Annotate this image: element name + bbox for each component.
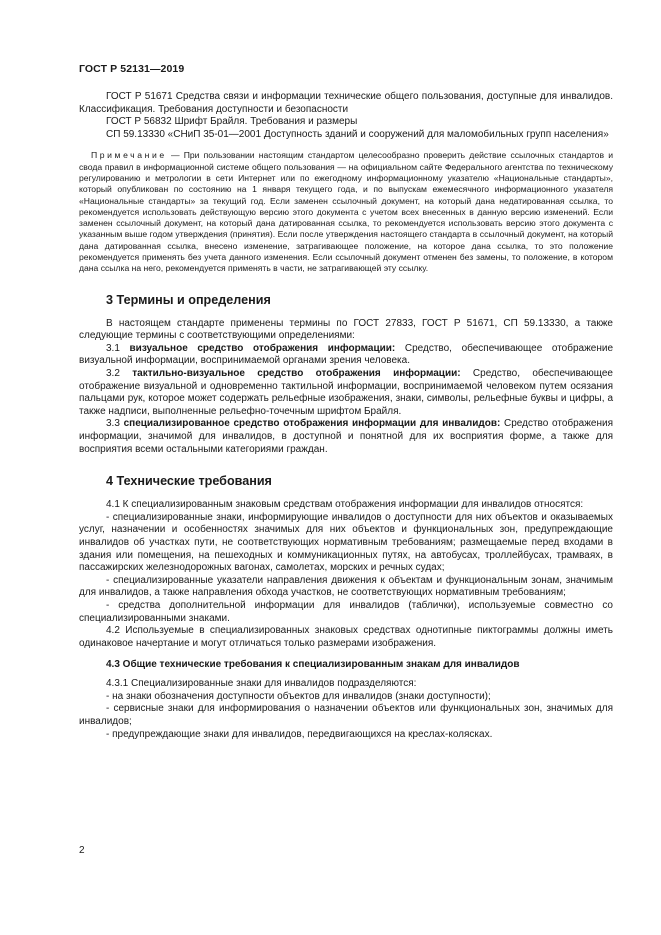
list-item: - специализированные указатели направления движения к объектам и функциональным зонам, значимым для инвалидов, а также направления обхода участков, не соответствующих нормативным требованиям; xyxy=(79,574,613,599)
reference-item: ГОСТ Р 56832 Шрифт Брайля. Требования и размеры xyxy=(106,116,358,128)
reference-item: ГОСТ Р 51671 Средства связи и информации технические общего пользования, доступные для инвалидов. Классификация. Требования доступности и безопасности xyxy=(79,91,613,115)
section-3-intro: В настоящем стандарте применены термины по ГОСТ 27833, ГОСТ Р 51671, СП 59.13330, а также следующие термины с соответствующими определениями: xyxy=(79,317,613,342)
list-item: - средства дополнительной информации для инвалидов (таблички), используемые совместно со специализированными знаками. xyxy=(79,599,613,624)
list-item: - специализированные знаки, информирующие инвалидов о доступности для них объектов и оказываемых услуг, назначении и особенностях значимых для них объектов и функциональных зон, предупреждающие инвалидов об участках пути, не соответствующих нормативным требованиям; размещаемые перед входами в здания или помещения, на пешеходных и коммуникационных путях, на автобусах, троллейбусах, трамваях, в пассажирских железнодорожных вагонах, самолетах, морских и речных судах; xyxy=(79,511,613,574)
term-def: Средство отображения информации, значимой для инвалидов, в доступной и понятной для их восприятия форме, а также для восприятия всеми остальными категориями граждан. xyxy=(79,418,614,455)
term-definition xyxy=(79,418,613,456)
section-4-heading: 4 Технические требования xyxy=(106,474,272,489)
note-text: — При пользовании настоящим стандартом целесообразно проверить действие ссылочных стандартов и свода правил в информационной системе общего пользования — на официальном сайте Федерального агентства по техническому регулированию и метрологии в сети Интернет или по ежегодному информационному указателю «Национальные стандарты», который опубликован по состоянию на 1 января текущего года, и по выпускам ежемесячного информационного указателя «Национальные стандарты» за текущий год. Если заменен ссылочный документ, на который дана недатированная ссылка, то рекомендуется использовать действующую версию этого документа с учетом всех внесенных в данную версию изменений. Если заменен ссылочный документ, на который дана датированная ссылка, то рекомендуется использовать версию этого документа с указанным выше годом утверждения (принятия). Если после утверждения настоящего стандарта в ссылочный документ, на который дана датированная ссылка, внесено изменение, затрагивающее положение, на которое дана ссылка, то это положение рекомендуется применять без учета данного изменения. Если ссылочный документ отменен без замены, то положение, в котором дана ссылка на него, рекомендуется применять в части, не затрагивающей эту ссылку. xyxy=(79,150,614,274)
list-item: - сервисные знаки для информирования о назначении объектов или функциональных зон, значимых для инвалидов; xyxy=(79,703,613,728)
page-number: 2 xyxy=(79,845,85,856)
clause-4-1: 4.1 К специализированным знаковым средствам отображения информации для инвалидов относятся: xyxy=(106,499,584,511)
clause-4-3-1: 4.3.1 Специализированные знаки для инвалидов подразделяются: xyxy=(106,678,417,690)
subsection-4-3-heading: 4.3 Общие технические требования к специализированным знакам для инвалидов xyxy=(106,659,520,671)
term-name: визуальное средство отображения информации: xyxy=(129,342,396,354)
term-def: Средство, обеспечивающее отображение визуальной и одновременно тактильной информации, воспринимаемой человеком путем осязания пальцами рук, которое может содержать рельефные изображения, знаки, символы, рельефные буквы и цифры, а также надписи, выполненные рельефно-точечным шрифтом Брайля. xyxy=(79,368,613,417)
term-definition xyxy=(79,368,613,418)
note-label: Примечание xyxy=(91,150,167,161)
term-number: 3.2 xyxy=(106,368,120,380)
term-name: специализированное средство отображения информации для инвалидов: xyxy=(123,418,501,430)
list-item: - предупреждающие знаки для инвалидов, передвигающихся на креслах-колясках. xyxy=(106,728,493,740)
term-number: 3.1 xyxy=(106,342,120,354)
reference-item: СП 59.13330 «СНиП 35-01—2001 Доступность зданий и сооружений для маломобильных групп населения» xyxy=(106,128,609,140)
document-code-header: ГОСТ Р 52131—2019 xyxy=(79,63,185,75)
term-definition xyxy=(79,343,613,368)
term-def: Средство, обеспечивающее отображение визуальной информации, воспринимаемой органами зрения человека. xyxy=(79,342,614,367)
clause-4-2: 4.2 Используемые в специализированных знаковых средствах однотипные пиктограммы должны иметь одинаковое начертание и могут отличаться только размерами изображения. xyxy=(79,625,613,649)
document-body xyxy=(79,91,613,741)
section-3-heading: 3 Термины и определения xyxy=(106,292,271,307)
term-name: тактильно-визуальное средство отображения информации: xyxy=(132,368,461,380)
list-item: - на знаки обозначения доступности объектов для инвалидов (знаки доступности); xyxy=(106,690,491,702)
note-paragraph xyxy=(79,150,613,274)
term-number: 3.3 xyxy=(106,418,120,430)
